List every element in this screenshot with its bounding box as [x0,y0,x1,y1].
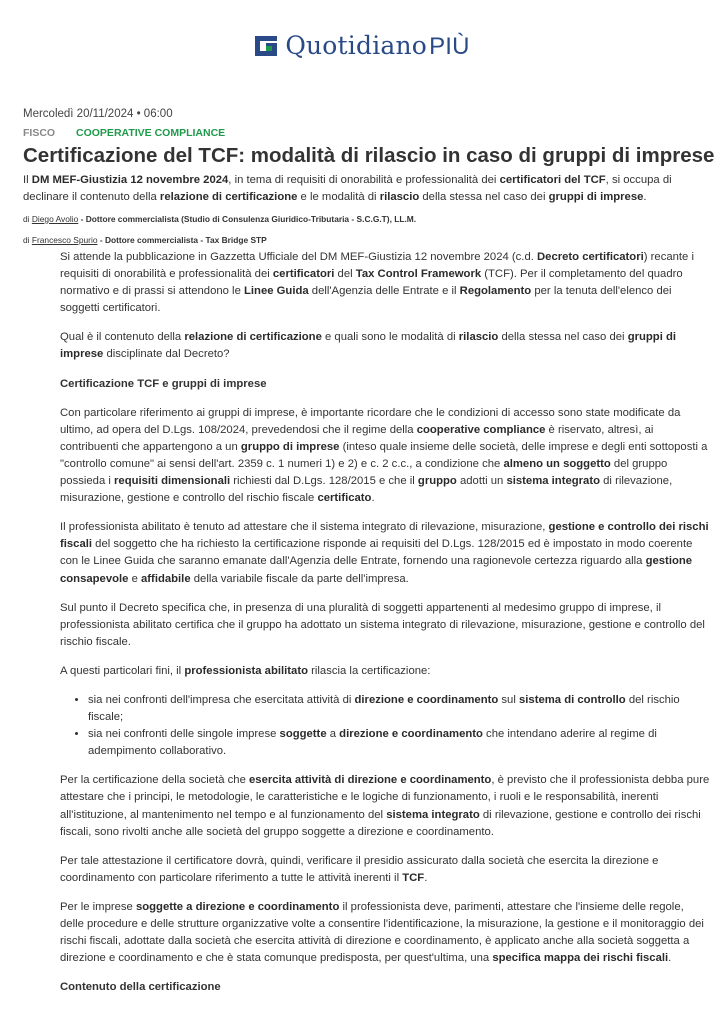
text-run: sia nei confronti delle singole imprese [88,728,280,741]
bold-text: gruppo di imprese [240,440,340,453]
text-run: del [334,268,356,281]
bold-text: cooperative compliance [416,423,546,436]
text-run: della stessa nel caso dei [498,331,628,344]
text-run: Il [23,174,32,186]
article-body [60,249,710,1008]
bold-text: relazione di certificazione [184,331,322,344]
logo-mark-icon [253,34,279,58]
text-run: Per la certificazione della società che [60,774,250,787]
bold-text: professionista abilitato [184,664,308,677]
bold-text: gruppo [417,475,457,488]
text-run: , è previsto che il professionista debba pure attestare che i principi, le metodologie, le caratteristiche e le logiche di funzionamento, i ruoli e le responsabilità, inerenti all'istituzione, al mantenimento nel tempo e al funzionamento del [60,774,710,821]
bold-text: gestione consapevole [60,555,693,585]
author-line-2 [23,235,267,245]
text-run: sia nei confronti dell'impresa che esercitata attività di [88,693,355,706]
bold-text: Linee Guida [244,285,309,298]
bold-text: esercita attività di direzione e coordinamento [249,774,492,787]
text-run: Il professionista abilitato è tenuto ad attestare che il sistema integrato di rilevazione, misurazione, [60,521,549,534]
text-run: , in tema di requisiti di onorabilità e professionalità dei [228,174,500,186]
text-run: a [326,728,340,741]
bold-text: sistema di controllo [518,693,626,706]
section-heading: Certificazione TCF e gruppi di imprese [60,377,267,390]
logo-wordmark: QuotidianoPIÙ [285,31,470,60]
bold-text: Decreto certificatori [537,251,644,263]
author-prefix: di [23,214,30,224]
article-date: Mercoledì 20/11/2024 • 06:00 [23,108,173,120]
list-item [88,692,710,726]
body-paragraph [60,249,710,317]
bold-text: TCF [402,871,425,884]
text-run: Sul punto il Decreto specifica che, in presenza di una pluralità di soggetti appartenenti al medesimo gruppo di imprese, il professionista abilitato certifica che il gruppo ha adottato un sistema integrato di rilevazione, misurazione, gestione e controllo del rischio fiscale. [60,601,705,648]
text-run: (TCF). Per il completamento del quadro normativo e di prassi si attendono le [60,268,683,298]
bold-text: sistema integrato [386,808,480,821]
text-run: (inteso quale insieme delle società, delle imprese e degli enti sottoposti a "controllo comune" ai sensi dell'art. 2359 c. 1 numeri 1) e 2) e c. 2 c.c., a condizione che [60,440,708,470]
text-run: per la tenuta dell'elenco dei soggetti certificatori. [60,285,672,315]
body-paragraph [60,853,710,887]
article-abstract [23,172,708,207]
bold-text: rilascio [379,191,420,204]
bullet-list [60,692,710,760]
bold-text: DM MEF-Giustizia 12 novembre 2024 [31,174,229,186]
author-line-1 [23,214,416,224]
bold-text: direzione e coordinamento [339,728,483,741]
article-title: Certificazione del TCF: modalità di rilascio in caso di gruppi di imprese [23,144,715,167]
bold-text: rilascio [458,331,499,344]
text-run: Con particolare riferimento ai gruppi di imprese, è importante ricordare che le condizioni di accesso sono state modificate da ultimo, ad opera del D.Lgs. 108/2024, prevedendosi che il regime della [60,406,681,436]
body-paragraph [60,899,710,967]
text-run: disciplinate dal Decreto? [103,348,230,361]
bold-text: specifica mappa dei rischi fiscali [492,952,669,965]
text-run: e quali sono le modalità di [321,331,459,344]
text-run: è riservato, altresì, ai contribuenti che appartengono a un [60,423,654,453]
text-run: e [128,572,142,585]
text-run: Qual è il contenuto della [60,331,185,344]
bold-text: gruppi di imprese [548,191,644,204]
author-prefix: di [23,235,30,245]
text-run: . [668,952,672,965]
bold-text: sistema integrato [506,475,600,488]
body-paragraph [60,519,710,587]
list-item [88,726,710,760]
text-run: del soggetto che ha richiesto la certificazione risponde ai requisiti del D.Lgs. 128/2015 ed è impostato in modo coerente con le Linee Guida che saranno emanate dall'Agenzia delle Entrate, fornendo una ragionevole certezza riguardo alla [60,538,693,568]
bold-text: soggette a direzione e coordinamento [135,900,340,913]
text-run: della stessa nel caso dei [419,191,549,204]
bold-text: gruppi di imprese [60,331,677,361]
article-categories [23,127,225,139]
author-name-link[interactable]: Francesco Spurio [31,235,98,245]
text-run: Si attende la pubblicazione in Gazzetta Ufficiale del DM MEF-Giustizia 12 novembre 2024 (c.d. [60,251,538,263]
text-run: . [643,191,647,204]
author-name-link[interactable]: Diego Avolio [31,214,79,224]
bold-text: certificatori [272,268,335,281]
text-run: . [424,871,428,884]
site-logo[interactable] [0,26,723,66]
text-run: e le modalità di [297,191,380,204]
text-run: ) recante i requisiti di onorabilità e professionalità dei [60,251,694,281]
text-run: della variabile fiscale da parte dell'impresa. [190,572,409,585]
text-run: Per tale attestazione il certificatore dovrà, quindi, verificare il presidio assicurato dalla società che esercita la direzione e coordinamento con particolare riferimento a tutte le attività inerenti il [60,854,659,884]
bold-text: requisiti dimensionali [114,475,231,488]
category-cooperative-compliance-link[interactable]: COOPERATIVE COMPLIANCE [76,127,226,139]
body-paragraph [60,772,710,840]
bold-text: affidabile [141,572,191,585]
bold-text: almeno un soggetto [503,457,611,470]
text-run: richiesti dal D.Lgs. 128/2015 e che il [230,475,418,488]
author-role: - Dottore commercialista - Tax Bridge STP [99,235,267,245]
bold-text: gestione e controllo dei rischi fiscali [60,521,709,551]
bold-text: certificato [317,492,372,505]
text-run: di rilevazione, gestione e controllo dei rischi fiscali, sono rivolti anche alle società del gruppo soggette a direzione e coordinamento. [60,808,701,838]
text-run: del rischio fiscale; [88,693,680,724]
text-run: adotti un [456,475,507,488]
body-paragraph [60,329,710,363]
text-run: sul [498,693,519,706]
text-run: il professionista deve, parimenti, attestare che l'insieme delle regole, delle procedure e delle strutture organizzative volte a consentire l'identificazione, la misurazione, la gestione e il monitoraggio dei rischi fiscali, adottate dalla società che esercita attività di direzione e coordinamento, è applicato anche alla società soggetta a direzione e coordinamento e che è stata comunque predisposta, per quest'ultima, una [60,900,704,965]
text-run: A questi particolari fini, il [60,664,185,677]
bold-text: soggette [279,728,327,741]
section-heading: Contenuto della certificazione [60,981,221,994]
bold-text: Tax Control Framework [355,268,482,281]
text-run: , si occupa di declinare il contenuto della [23,174,672,204]
bold-text: Regolamento [459,285,532,298]
text-run: che intendano aderire al regime di adempimento collaborativo. [88,728,657,758]
text-run: di rilevazione, misurazione, gestione e controllo del rischio fiscale [60,475,673,505]
author-role: - Dottore commercialista (Studio di Consulenza Giuridico-Tributaria - S.C.G.T), LL.M. [80,214,417,224]
text-run: . [371,492,375,505]
text-run: Per le imprese [60,900,136,913]
category-fisco-link[interactable]: FISCO [23,127,56,139]
bold-text: direzione e coordinamento [354,693,499,706]
body-paragraph [60,405,710,508]
logo-suffix: PIÙ [429,33,470,60]
body-paragraph [60,663,710,680]
text-run: rilascia la certificazione: [308,664,431,677]
bold-text: relazione di certificazione [159,191,298,204]
text-run: dell'Agenzia delle Entrate e il [308,285,460,298]
body-paragraph [60,600,710,651]
bold-text: certificatori del TCF [499,174,606,186]
text-run: del gruppo possieda i [60,457,668,488]
